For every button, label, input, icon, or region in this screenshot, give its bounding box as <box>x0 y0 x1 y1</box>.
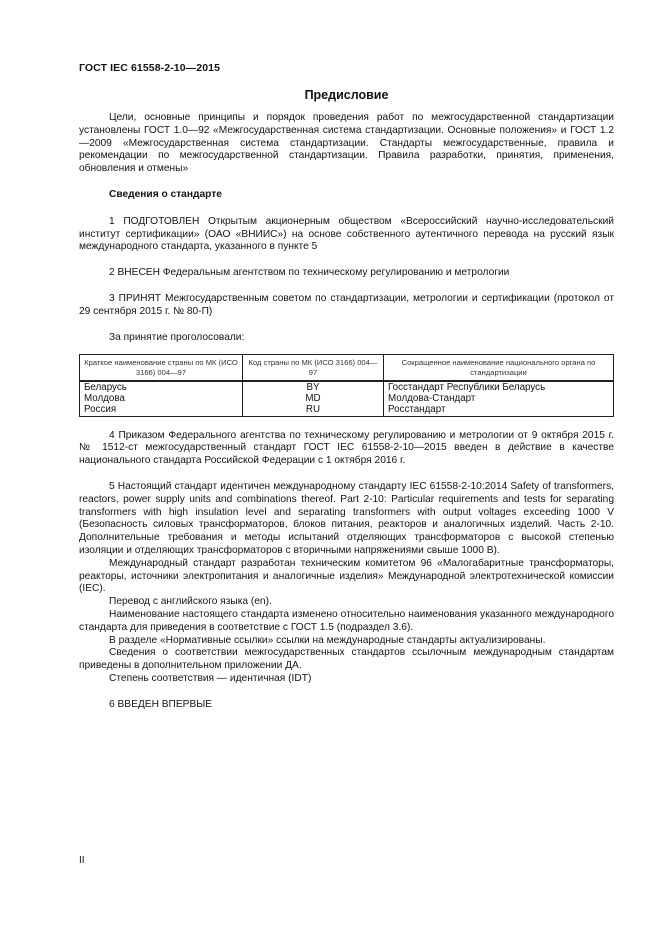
cell-body: Молдова-Стандарт <box>384 393 614 404</box>
item-5-conformity-paragraph: Степень соответствия — идентичная (IDT) <box>109 673 312 684</box>
cell-code: RU <box>243 404 384 416</box>
cell-country: Молдова <box>80 393 243 404</box>
cell-code: MD <box>243 393 384 404</box>
page-title: Предисловие <box>304 88 389 102</box>
cell-body: Госстандарт Республики Беларусь <box>384 381 614 393</box>
item-5-name-change-paragraph: Наименование настоящего стандарта изменено относительно наименования указанного международного стандарта для приведения в соответствие с ГОСТ 1.5 (подраздел 3.6). <box>79 609 614 633</box>
intro-paragraph: Цели, основные принципы и порядок проведения работ по межгосударственной стандартизации установлены ГОСТ 1.0—92 «Межгосударственная система стандартизации. Основные положения» и ГОСТ 1.2—2009 «Межгосударственная система стандартизации. Стандарты межгосударственные, правила и рекомендации по межгосударственной стандартизации. Правила разработки, принятия, применения, обновления и отмены» <box>79 112 614 175</box>
item-5-translation-paragraph: Перевод с английского языка (en). <box>109 596 272 608</box>
table-row <box>80 381 614 393</box>
table-row <box>80 404 614 416</box>
item-2-paragraph: 2 ВНЕСЕН Федеральным агентством по техническому регулированию и метрологии <box>109 267 510 279</box>
column-header-body: Сокращенное наименование национального органа по стандартизации <box>384 355 614 381</box>
item-1-paragraph: 1 ПОДГОТОВЛЕН Открытым акционерным обществом «Всероссийский научно-исследовательский институт сертификации» (ОАО «ВНИИС») на основе собственного аутентичного перевода на русский язык международного стандарта, указанного в пункте 5 <box>79 215 614 253</box>
section-heading: Сведения о стандарте <box>109 188 222 200</box>
item-5-committee-paragraph: Международный стандарт разработан техническим комитетом 96 «Малогабаритные трансформаторы, реакторы, источники электропитания и аналогичные изделия» Международной электротехнической комиссии (IEC). <box>79 557 614 595</box>
item-6-paragraph: 6 ВВЕДЕН ВПЕРВЫЕ <box>109 698 213 710</box>
item-3-paragraph: 3 ПРИНЯТ Межгосударственным советом по стандартизации, метрологии и сертификации (протокол от 29 сентября 2015 г. № 80-П) <box>79 292 614 317</box>
document-code-header: ГОСТ IEC 61558-2-10—2015 <box>79 62 221 74</box>
document-body <box>79 112 614 712</box>
page-number: II <box>79 855 85 866</box>
cell-country: Россия <box>80 404 243 416</box>
cell-country: Беларусь <box>80 381 243 393</box>
cell-code: BY <box>243 381 384 393</box>
item-5-paragraph: 5 Настоящий стандарт идентичен международному стандарту IEC 61558-2-10:2014 Safety of transformers, reactors, power supply units and combinations thereof. Part 2-10: Particular requirements and tests for separating transformers with high insulation level and separating transformers with output voltages exceeding 1000 V (Безопасность силовых трансформаторов, блоков питания, реакторов и аналогичных изделий. Часть 2-10. Дополнительные требования и методы испытаний отделяющих трансформаторов с высокой степенью изоляции и отделяющих трансформаторов с вторичными напряжениями свыше 1000 В). <box>79 481 614 557</box>
vote-intro: За принятие проголосовали: <box>109 331 245 343</box>
item-5-annex-paragraph: Сведения о соответствии межгосударственных стандартов ссылочным международным стандартам приведены в дополнительном приложении ДА. <box>79 647 614 672</box>
table-row <box>80 393 614 404</box>
table-header-row <box>80 355 614 381</box>
item-4-paragraph: 4 Приказом Федерального агентства по техническому регулированию и метрологии от 9 октября 2015 г. № 1512-ст межгосударственный стандарт ГОСТ IEC 61558-2-10—2015 введен в действие в качестве национального стандарта Российской Федерации с 1 октября 2016 г. <box>79 429 614 467</box>
column-header-code: Код страны по МК (ИСО 3166) 004—97 <box>243 355 384 381</box>
voting-table <box>79 354 614 416</box>
cell-body: Росстандарт <box>384 404 614 416</box>
column-header-country: Краткое наименование страны по МК (ИСО 3166) 004—97 <box>80 355 243 381</box>
item-5-references-paragraph: В разделе «Нормативные ссылки» ссылки на международные стандарты актуализированы. <box>109 634 546 646</box>
